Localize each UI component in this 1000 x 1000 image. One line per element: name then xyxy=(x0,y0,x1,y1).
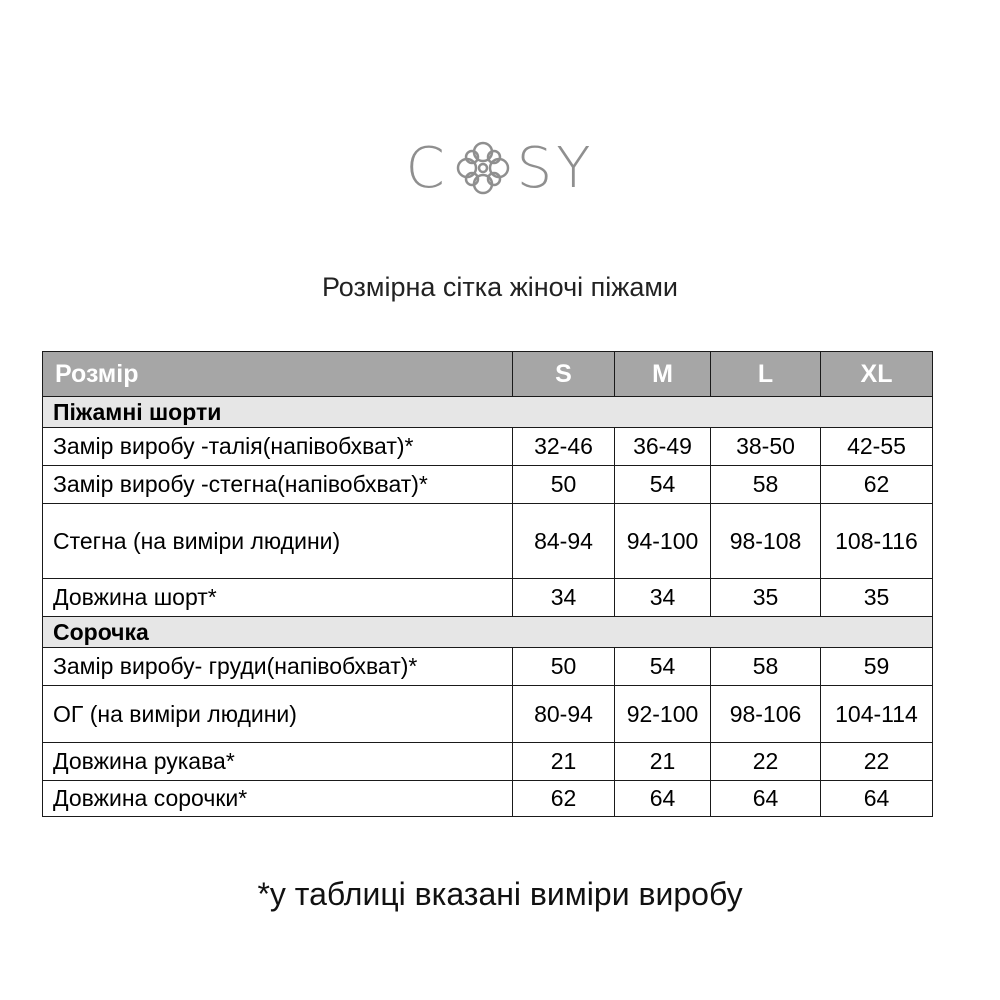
table-row xyxy=(43,466,933,504)
table-row xyxy=(43,743,933,781)
cell-value: 35 xyxy=(711,579,821,617)
logo-text-right: SY xyxy=(516,135,595,201)
cell-value: 58 xyxy=(711,648,821,686)
table-row xyxy=(43,428,933,466)
cell-value: 21 xyxy=(513,743,615,781)
flower-knot-icon xyxy=(451,136,515,200)
table-row xyxy=(43,781,933,817)
cell-value: 98-106 xyxy=(711,686,821,743)
cell-value: 62 xyxy=(821,466,933,504)
cell-value: 54 xyxy=(615,466,711,504)
cell-value: 54 xyxy=(615,648,711,686)
size-chart-table xyxy=(42,351,933,817)
cell-value: 64 xyxy=(821,781,933,817)
cell-value: 36-49 xyxy=(615,428,711,466)
footnote: *у таблиці вказані виміри виробу xyxy=(257,876,743,912)
cell-value: 21 xyxy=(615,743,711,781)
cell-value: 62 xyxy=(513,781,615,817)
header-xl: XL xyxy=(821,352,933,397)
table-row xyxy=(43,504,933,579)
table-row xyxy=(43,648,933,686)
row-label: ОГ (на виміри людини) xyxy=(43,686,513,743)
section-row-shorts xyxy=(43,397,933,428)
cell-value: 58 xyxy=(711,466,821,504)
header-m: M xyxy=(615,352,711,397)
cell-value: 94-100 xyxy=(615,504,711,579)
cell-value: 34 xyxy=(513,579,615,617)
table-header-row xyxy=(43,352,933,397)
section-title: Сорочка xyxy=(43,617,933,648)
section-row-shirt xyxy=(43,617,933,648)
cell-value: 104-114 xyxy=(821,686,933,743)
header-size: Розмір xyxy=(43,352,513,397)
cell-value: 64 xyxy=(711,781,821,817)
cell-value: 80-94 xyxy=(513,686,615,743)
cell-value: 38-50 xyxy=(711,428,821,466)
cell-value: 84-94 xyxy=(513,504,615,579)
cell-value: 22 xyxy=(821,743,933,781)
cell-value: 59 xyxy=(821,648,933,686)
row-label: Довжина рукава* xyxy=(43,743,513,781)
cell-value: 35 xyxy=(821,579,933,617)
section-title: Піжамні шорти xyxy=(43,397,933,428)
table-row xyxy=(43,686,933,743)
logo-text-left: C xyxy=(405,135,449,201)
cell-value: 50 xyxy=(513,648,615,686)
row-label: Замір виробу- груди(напівобхват)* xyxy=(43,648,513,686)
page-title: Розмірна сітка жіночі піжами xyxy=(321,272,678,302)
cell-value: 42-55 xyxy=(821,428,933,466)
row-label: Довжина сорочки* xyxy=(43,781,513,817)
row-label: Довжина шорт* xyxy=(43,579,513,617)
cell-value: 108-116 xyxy=(821,504,933,579)
cell-value: 34 xyxy=(615,579,711,617)
cell-value: 98-108 xyxy=(711,504,821,579)
cell-value: 92-100 xyxy=(615,686,711,743)
row-label: Замір виробу -стегна(напівобхват)* xyxy=(43,466,513,504)
header-s: S xyxy=(513,352,615,397)
cell-value: 50 xyxy=(513,466,615,504)
cell-value: 64 xyxy=(615,781,711,817)
header-l: L xyxy=(711,352,821,397)
row-label: Стегна (на виміри людини) xyxy=(43,504,513,579)
brand-logo xyxy=(0,128,1000,208)
table-row xyxy=(43,579,933,617)
row-label: Замір виробу -талія(напівобхват)* xyxy=(43,428,513,466)
cell-value: 32-46 xyxy=(513,428,615,466)
cell-value: 22 xyxy=(711,743,821,781)
